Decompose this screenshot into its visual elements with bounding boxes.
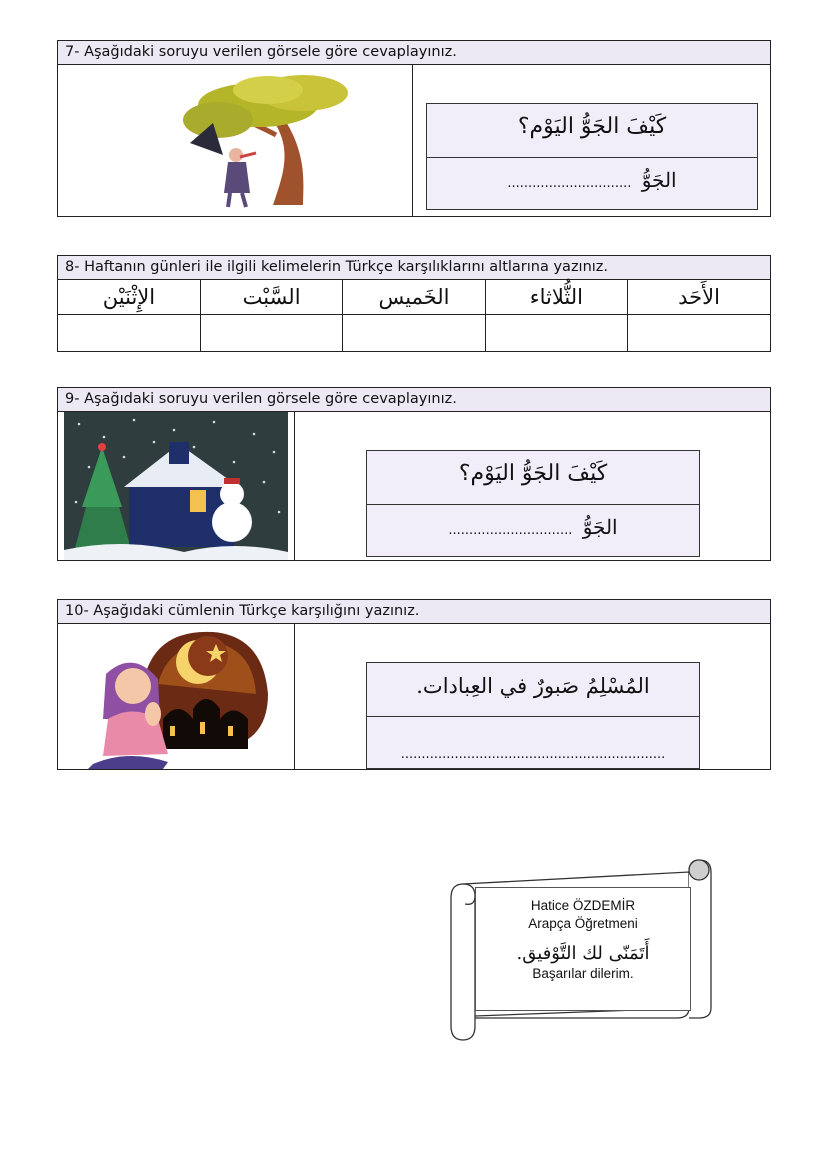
windy-weather-illustration <box>58 65 412 216</box>
question-9-box <box>366 450 700 557</box>
question-10-answer-dots[interactable]: ................................................................ <box>400 747 666 762</box>
days-row <box>58 280 770 314</box>
question-9-answer-dots[interactable]: .............................. <box>448 523 573 538</box>
answer-cell[interactable] <box>485 314 627 352</box>
question-7-answer-row[interactable] <box>427 158 757 210</box>
question-7-answer-label: الجَوُّ <box>641 168 677 192</box>
question-8-title: 8- Haftanın günleri ile ilgili kelimelerin Türkçe karşılıklarını altlarına yazınız. <box>58 256 770 280</box>
answer-cell[interactable] <box>628 314 770 352</box>
question-9-answer-label: الجَوُّ <box>582 515 618 539</box>
question-7-box <box>426 103 758 210</box>
question-9-question: كَيْفَ الجَوُّ اليَوْم؟ <box>367 451 699 505</box>
question-10-answer-row[interactable] <box>367 717 699 769</box>
question-9-title: 9- Aşağıdaki soruyu verilen görsele göre cevaplayınız. <box>58 388 770 412</box>
question-9-image-cell <box>58 412 295 560</box>
teacher-role: Arapça Öğretmeni <box>528 916 638 931</box>
question-10-box <box>366 662 700 769</box>
arabic-wish: أَتَمَنّى لك التَّوْفيق. <box>516 943 650 964</box>
teacher-name: Hatice ÖZDEMİR <box>530 898 636 913</box>
day-monday: الإِثْنَيْن <box>58 280 200 314</box>
question-7 <box>57 40 771 217</box>
question-7-answer-dots[interactable]: .............................. <box>507 176 632 191</box>
answer-cell[interactable] <box>343 314 485 352</box>
question-8 <box>57 255 771 352</box>
question-10-sentence: المُسْلِمُ صَبورٌ في العِبادات. <box>367 663 699 717</box>
question-10-image-cell <box>58 624 295 769</box>
signature-box <box>475 887 691 1011</box>
turkish-wish: Başarılar dilerim. <box>532 966 634 981</box>
question-7-question: كَيْفَ الجَوُّ اليَوْم؟ <box>427 104 757 158</box>
question-7-title: 7- Aşağıdaki soruyu verilen görsele göre cevaplayınız. <box>58 41 770 65</box>
snowy-night-illustration <box>64 412 300 560</box>
days-table <box>58 280 770 352</box>
answer-cell[interactable] <box>58 314 200 352</box>
question-10 <box>57 599 771 770</box>
praying-girl-illustration <box>58 624 294 769</box>
day-sunday: الأَحَد <box>628 280 770 314</box>
question-7-image-cell <box>58 65 413 216</box>
answers-row <box>58 314 770 352</box>
day-saturday: السَّبْت <box>200 280 342 314</box>
answer-cell[interactable] <box>200 314 342 352</box>
question-9-answer-row[interactable] <box>367 505 699 557</box>
question-10-title: 10- Aşağıdaki cümlenin Türkçe karşılığını yazınız. <box>58 600 770 624</box>
day-tuesday: الثُّلاثاء <box>485 280 627 314</box>
question-9 <box>57 387 771 561</box>
day-thursday: الخَميس <box>343 280 485 314</box>
